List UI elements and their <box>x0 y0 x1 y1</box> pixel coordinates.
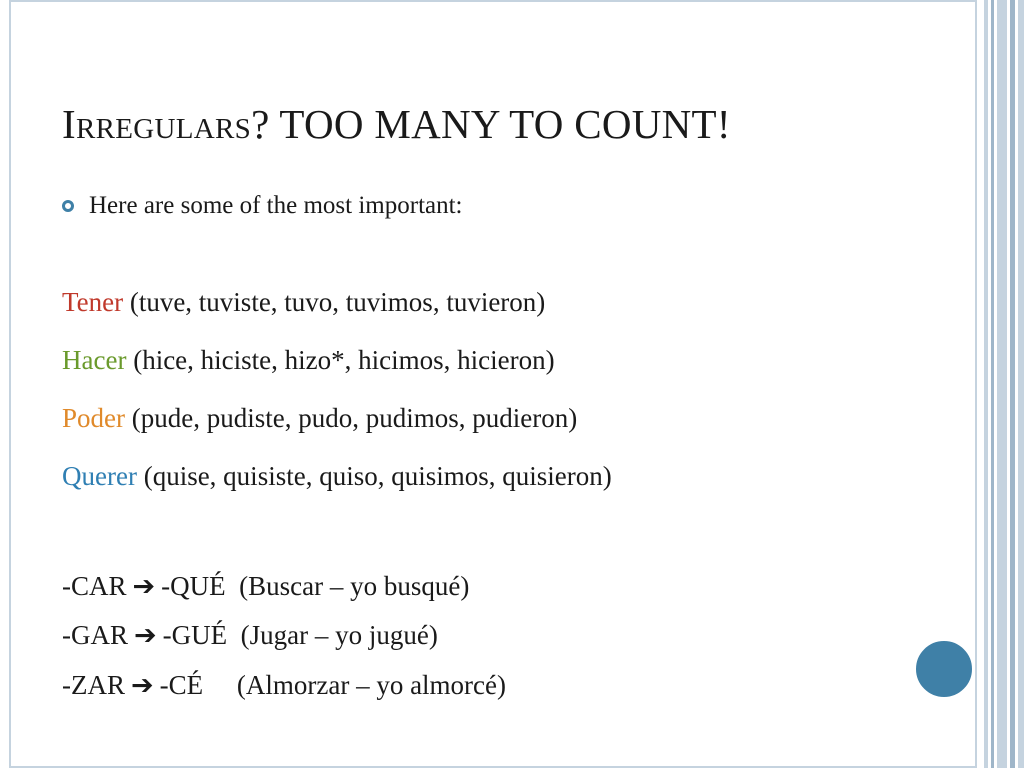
rule-ending: -ZAR <box>62 670 125 700</box>
rule-ending: -CAR <box>62 571 127 601</box>
verb-line-tener <box>62 287 545 318</box>
ring-bullet-icon <box>62 200 74 212</box>
rule-ending: -GAR <box>62 620 128 650</box>
rule-change: -QUÉ <box>161 571 226 601</box>
arrow-right-icon: ➔ <box>134 620 157 650</box>
verb-name: Hacer <box>62 345 127 375</box>
frame-top-line <box>11 0 975 2</box>
verb-forms: (tuve, tuviste, tuvo, tuvimos, tuvieron) <box>123 287 546 317</box>
verb-name: Tener <box>62 287 124 317</box>
title-part-2: ? TOO MANY TO COUNT! <box>251 101 731 147</box>
verb-name: Querer <box>62 461 137 491</box>
bullet-item <box>62 192 463 220</box>
frame-right-line <box>975 0 977 768</box>
rule-line-zar <box>62 670 506 701</box>
verb-forms: (hice, hiciste, hizo*, hicimos, hicieron) <box>126 345 555 375</box>
verb-forms: (quise, quisiste, quiso, quisimos, quisieron) <box>136 461 612 491</box>
title-part-1: Irregulars <box>62 101 252 147</box>
rule-line-car <box>62 571 469 602</box>
rule-change: -GUÉ <box>162 620 228 650</box>
rule-example: (Almorzar – yo almorcé) <box>236 670 507 700</box>
bullet-text: Here are some of the most important: <box>89 192 463 219</box>
rule-example: (Buscar – yo busqué) <box>239 571 470 601</box>
arrow-right-icon: ➔ <box>131 670 154 700</box>
verb-line-poder <box>62 403 577 434</box>
slide-title <box>62 100 731 148</box>
rule-change: -CÉ <box>159 670 204 700</box>
decorative-circle <box>913 638 975 700</box>
frame-left-line <box>9 0 11 768</box>
verb-name: Poder <box>62 403 125 433</box>
verb-forms: (pude, pudiste, pudo, pudimos, pudieron) <box>125 403 578 433</box>
arrow-right-icon: ➔ <box>132 571 156 601</box>
decorative-stripes <box>984 0 1024 768</box>
rule-example: (Jugar – yo jugué) <box>240 620 438 650</box>
verb-line-hacer <box>62 345 555 376</box>
rule-line-gar <box>62 620 438 651</box>
verb-line-querer <box>62 461 612 492</box>
